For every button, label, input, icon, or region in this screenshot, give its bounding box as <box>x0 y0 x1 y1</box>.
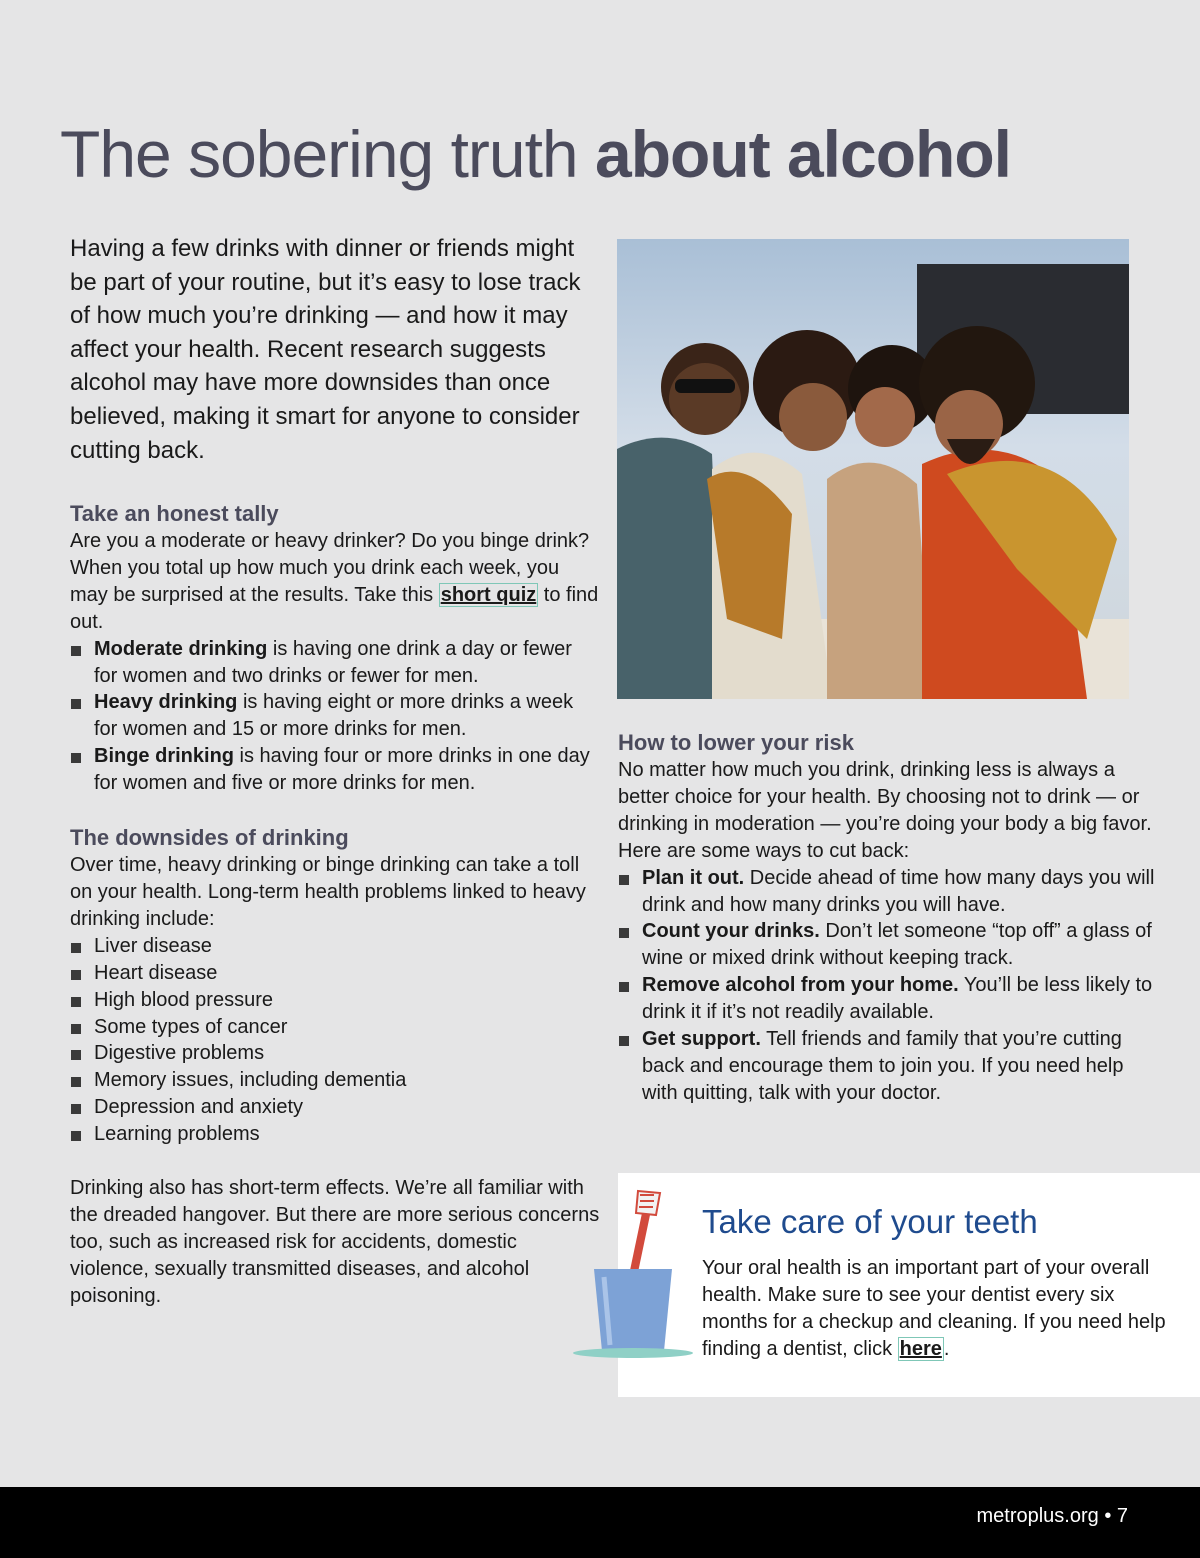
risk-body: No matter how much you drink, drinking less is always a better choice for your health. By choosing not to drink — or drinking in moderation — you’re doing your body a big favor. Here are some ways to cut back: <box>618 759 1152 862</box>
downsides-body: Over time, heavy drinking or binge drinking can take a toll on your health. Long-term health problems linked to heavy drinking include: <box>70 854 586 930</box>
tally-body-end: to find out. <box>70 583 599 633</box>
intro-paragraph: Having a few drinks with dinner or friends might be part of your routine, but it’s easy to lose track of how much you’re drinking — and how it may affect your health. Recent research suggests alcohol may have more downsides than once believed, making it smart for anyone to consider cutting back. <box>70 235 581 464</box>
list-item-text: is having eight or more drinks a week for women and 15 or more drinks for men. <box>94 691 574 741</box>
list-item-text: is having one drink a day or fewer for women and two drinks or fewer for men. <box>94 637 572 687</box>
list-item <box>70 743 600 797</box>
friends-illustration <box>617 239 1129 699</box>
list-item-text: Don’t let someone “top off” a glass of wine or mixed drink without keeping track. <box>642 920 1152 970</box>
list-item <box>618 1026 1158 1107</box>
tally-body-text: Are you a moderate or heavy drinker? Do you binge drink? When you total up how much you drink each week, you may be surprised at the results. Take this <box>70 530 590 606</box>
tally-heading: Take an honest tally <box>70 501 279 526</box>
list-item: Heart disease <box>70 960 600 987</box>
list-item <box>618 918 1158 972</box>
teeth-body-text: Your oral health is an important part of your overall health. Make sure to see your dentist every six months for a checkup and cleaning. If you need help finding a dentist, click <box>702 1257 1166 1360</box>
teeth-callout <box>618 1173 1200 1397</box>
teeth-body-end: . <box>943 1337 950 1360</box>
teeth-body <box>702 1255 1172 1363</box>
list-item: Digestive problems <box>70 1040 600 1067</box>
risk-heading: How to lower your risk <box>618 730 854 755</box>
list-item: High blood pressure <box>70 987 600 1014</box>
list-item: Learning problems <box>70 1121 600 1148</box>
list-item-term: Plan it out. <box>642 866 745 889</box>
drinking-definitions-list <box>70 636 600 797</box>
health-problems-list <box>70 933 600 1148</box>
list-item-text: is having four or more drinks in one day for women and five or more drinks for men. <box>94 745 590 795</box>
title-light: The sobering truth <box>60 117 595 191</box>
page-title <box>60 118 1011 191</box>
friends-photo <box>617 239 1129 699</box>
right-column <box>618 729 1158 1107</box>
list-item-term: Remove alcohol from your home. <box>642 974 959 997</box>
cut-back-tips-list <box>618 865 1158 1107</box>
list-item: Memory issues, including dementia <box>70 1067 600 1094</box>
short-quiz-link[interactable]: short quiz <box>440 583 537 606</box>
list-item: Some types of cancer <box>70 1014 600 1041</box>
list-item: Depression and anxiety <box>70 1094 600 1121</box>
list-item-text: Tell friends and family that you’re cutting back and encourage them to join you. If you need help with quitting, talk with your doctor. <box>642 1028 1124 1104</box>
list-item <box>618 865 1158 919</box>
list-item: Liver disease <box>70 933 600 960</box>
list-item <box>70 689 600 743</box>
list-item-term: Count your drinks. <box>642 920 820 943</box>
list-item-term: Moderate drinking <box>94 637 268 660</box>
list-item-term: Binge drinking <box>94 745 234 768</box>
list-item-text: Decide ahead of time how many days you will drink and how many drinks you will have. <box>642 866 1155 916</box>
title-bold: about alcohol <box>594 117 1011 191</box>
footer-bar <box>0 1487 1200 1558</box>
short-term-effects: Drinking also has short-term effects. We’re all familiar with the dreaded hangover. But there are more serious concerns too, such as increased risk for accidents, domestic violence, sexually transmitted diseases, and alcohol poisoning. <box>70 1177 600 1307</box>
downsides-heading: The downsides of drinking <box>70 825 349 851</box>
toothbrush-cup-icon <box>570 1181 700 1371</box>
dentist-here-link[interactable]: here <box>899 1337 942 1360</box>
list-item-term: Heavy drinking <box>94 691 238 714</box>
tally-body <box>70 528 600 636</box>
list-item <box>70 636 600 690</box>
teeth-heading: Take care of your teeth <box>702 1203 1038 1240</box>
list-item-text: You’ll be less likely to drink it if it’s not readily available. <box>642 974 1153 1024</box>
list-item-term: Get support. <box>642 1028 761 1051</box>
list-item <box>618 972 1158 1026</box>
left-column <box>70 500 600 1310</box>
footer-site-page: metroplus.org • 7 <box>976 1505 1128 1527</box>
